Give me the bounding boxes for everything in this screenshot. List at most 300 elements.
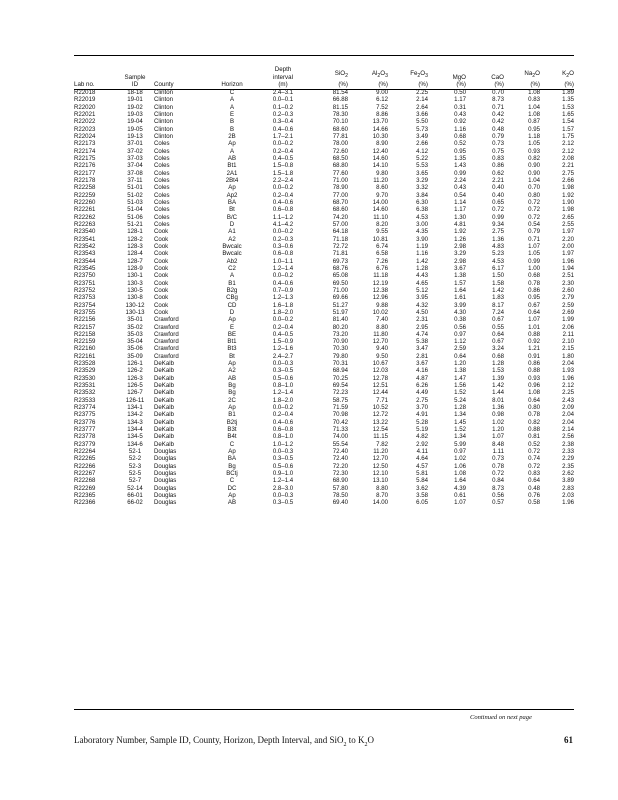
cell-al2o3: 9.80 (376, 169, 388, 177)
cell-fe2o3: 2.25 (416, 89, 428, 96)
cell-k2o: 1.97 (562, 228, 574, 236)
cell-sample-id: 130-13 (125, 308, 145, 316)
cell-depth: 0.6–0.8 (272, 426, 294, 434)
cell-mgo: 1.16 (454, 125, 466, 133)
cell-fe2o3: 5.81 (416, 470, 428, 478)
cell-mgo: 1.12 (454, 338, 466, 346)
cell-horizon: CBg (226, 294, 238, 302)
cell-sio2: 68.60 (332, 206, 348, 214)
table-row (74, 455, 574, 462)
cell-na2o: 0.78 (528, 279, 540, 287)
cell-lab-no: R23541 (74, 235, 96, 243)
cell-mgo: 1.20 (454, 360, 466, 368)
cell-sio2: 68.60 (332, 125, 348, 133)
cell-sio2: 77.00 (332, 191, 348, 199)
cell-mgo: 0.64 (454, 352, 466, 360)
cell-k2o: 1.92 (562, 191, 574, 199)
header-k2o-unit: (%) (564, 80, 574, 88)
cell-horizon: A2 (228, 235, 236, 243)
table-row (74, 338, 574, 345)
cell-sio2: 55.54 (332, 440, 348, 448)
cell-al2o3: 6.12 (376, 96, 388, 104)
cell-mgo: 3.29 (454, 250, 466, 258)
cell-sample-id: 51-02 (127, 191, 143, 199)
cell-mgo: 1.47 (454, 374, 466, 382)
cell-horizon: 2C (228, 396, 236, 404)
cell-county: Douglas (154, 484, 177, 492)
table-row (74, 155, 574, 162)
cell-lab-no: R23755 (74, 308, 96, 316)
cell-lab-no: R22176 (74, 162, 96, 170)
cell-depth: 0.5–0.6 (272, 462, 294, 470)
cell-depth: 1.5–0.9 (272, 338, 294, 346)
cell-horizon: Ap (228, 184, 236, 192)
cell-mgo: 1.57 (454, 279, 466, 287)
cell-sample-id: 37-03 (127, 154, 143, 162)
table-row (74, 236, 574, 243)
cell-k2o: 1.89 (562, 89, 574, 96)
cell-horizon: C (229, 89, 235, 96)
cell-lab-no: R23529 (74, 367, 96, 375)
table-row (74, 111, 574, 118)
cell-depth: 0.2–0.4 (272, 323, 294, 331)
cell-horizon: BA (227, 198, 237, 206)
cell-depth: 0.4–0.5 (272, 330, 294, 338)
page-number: 61 (564, 735, 573, 745)
cell-k2o: 2.00 (562, 242, 574, 250)
cell-cao: 5.23 (492, 250, 504, 258)
cell-county: Crawford (154, 338, 179, 346)
header-mgo (428, 57, 466, 89)
cell-horizon: Bg (228, 462, 236, 470)
cell-sample-id: 19-03 (127, 110, 143, 118)
cell-horizon: Bt1 (227, 338, 237, 346)
cell-lab-no: R22174 (74, 147, 96, 155)
cell-cao: 0.48 (492, 125, 504, 133)
data-table (74, 57, 574, 507)
cell-sio2: 81.15 (332, 103, 348, 111)
cell-sample-id: 128-2 (127, 235, 143, 243)
cell-na2o: 0.52 (528, 440, 540, 448)
cell-depth: 0.1–0.2 (272, 103, 294, 111)
cell-sio2: 70.25 (332, 374, 348, 382)
cell-k2o: 2.06 (562, 323, 574, 331)
cell-sample-id: 66-01 (127, 492, 143, 500)
cell-na2o: 0.88 (528, 367, 540, 375)
cell-k2o: 1.35 (562, 96, 574, 104)
table-row (74, 170, 574, 177)
cell-county: Clinton (154, 125, 173, 133)
table-row (74, 104, 574, 111)
cell-sample-id: 19-13 (127, 132, 143, 140)
cell-al2o3: 14.60 (372, 154, 388, 162)
table-row (74, 353, 574, 360)
cell-sample-id: 35-06 (127, 345, 143, 353)
cell-mgo: 0.31 (454, 103, 466, 111)
cell-al2o3: 14.60 (372, 206, 388, 214)
cell-na2o: 0.90 (528, 169, 540, 177)
cell-lab-no: R23752 (74, 286, 96, 294)
cell-lab-no: R22266 (74, 462, 96, 470)
cell-lab-no: R22019 (74, 96, 96, 104)
cell-mgo: 1.52 (454, 426, 466, 434)
cell-horizon: AB (227, 499, 237, 507)
cell-sio2: 71.81 (332, 250, 348, 258)
cell-cao: 0.55 (492, 323, 504, 331)
cell-lab-no: R22267 (74, 470, 96, 478)
cell-na2o: 1.04 (528, 176, 540, 184)
table-row (74, 184, 574, 191)
cell-na2o: 0.86 (528, 360, 540, 368)
cell-county: DeKalb (154, 360, 174, 368)
cell-lab-no: R22158 (74, 330, 96, 338)
table-row (74, 499, 574, 506)
cell-k2o: 2.10 (562, 338, 574, 346)
cell-k2o: 2.43 (562, 396, 574, 404)
cell-sample-id: 35-03 (127, 330, 143, 338)
cell-fe2o3: 4.91 (416, 411, 428, 419)
cell-fe2o3: 4.49 (416, 389, 428, 397)
cell-cao: 0.42 (492, 110, 504, 118)
cell-horizon: Bt1 (227, 162, 237, 170)
cell-depth: 0.0–0.3 (272, 448, 294, 456)
cell-fe2o3: 5.28 (416, 418, 428, 426)
cell-k2o: 1.98 (562, 206, 574, 214)
cell-na2o: 0.58 (528, 499, 540, 507)
cell-sample-id: 134-1 (127, 404, 143, 412)
cell-lab-no: R22161 (74, 352, 96, 360)
caption-text-mid: to K (348, 735, 365, 745)
cell-sio2: 69.66 (332, 294, 348, 302)
cell-mgo: 1.45 (454, 418, 466, 426)
cell-lab-no: R22159 (74, 338, 96, 346)
cell-horizon: B1 (228, 411, 236, 419)
cell-depth: 0.7–0.9 (272, 286, 294, 294)
cell-k2o: 2.12 (562, 140, 574, 148)
cell-na2o: 0.67 (528, 301, 540, 309)
cell-cao: 0.40 (492, 191, 504, 199)
cell-cao: 8.73 (492, 96, 504, 104)
cell-sample-id: 128-1 (127, 228, 143, 236)
cell-na2o: 0.72 (528, 213, 540, 221)
cell-county: Clinton (154, 96, 173, 104)
cell-sio2: 72.40 (332, 455, 348, 463)
cell-al2o3: 8.80 (376, 484, 388, 492)
cell-k2o: 2.62 (562, 470, 574, 478)
cell-k2o: 2.29 (562, 455, 574, 463)
cell-cao: 0.73 (492, 140, 504, 148)
header-depth (260, 57, 306, 89)
cell-na2o: 0.68 (528, 272, 540, 280)
cell-mgo: 1.35 (454, 154, 466, 162)
cell-sample-id: 51-03 (127, 198, 143, 206)
cell-depth: 1.0–1.2 (272, 440, 294, 448)
cell-cao: 1.11 (492, 448, 504, 456)
cell-county: Coles (154, 213, 170, 221)
cell-na2o: 0.92 (528, 338, 540, 346)
cell-al2o3: 12.19 (372, 279, 388, 287)
cell-depth: 0.4–0.6 (272, 198, 294, 206)
cell-horizon: B (229, 118, 235, 126)
cell-county: Cook (154, 228, 169, 236)
cell-sio2: 81.40 (332, 316, 348, 324)
cell-na2o: 0.82 (528, 418, 540, 426)
cell-cao: 1.83 (492, 294, 504, 302)
cell-horizon: Ap (228, 316, 236, 324)
header-fe2o3-a: Fe (410, 70, 418, 78)
cell-mgo: 1.30 (454, 213, 466, 221)
cell-k2o: 2.03 (562, 492, 574, 500)
cell-horizon: Bt3 (227, 345, 237, 353)
header-cao (466, 57, 504, 89)
cell-k2o: 2.20 (562, 235, 574, 243)
cell-mgo: 1.34 (454, 433, 466, 441)
cell-sample-id: 52-7 (128, 477, 142, 485)
cell-k2o: 2.69 (562, 308, 574, 316)
cell-al2o3: 9.55 (376, 228, 388, 236)
cell-cao: 7.24 (492, 308, 504, 316)
cell-fe2o3: 3.84 (416, 191, 428, 199)
cell-mgo: 0.61 (454, 492, 466, 500)
cell-sample-id: 35-02 (127, 323, 143, 331)
cell-k2o: 2.30 (562, 279, 574, 287)
cell-fe2o3: 6.26 (416, 382, 428, 390)
cell-sample-id: 37-08 (127, 169, 143, 177)
cell-lab-no: R23542 (74, 242, 96, 250)
cell-sio2: 81.54 (332, 89, 348, 96)
cell-horizon: BE (227, 330, 237, 338)
cell-mgo: 2.98 (454, 242, 466, 250)
cell-fe2o3: 5.84 (416, 477, 428, 485)
cell-horizon: B/C (226, 213, 238, 221)
cell-depth: 2.4–3.1 (272, 89, 294, 96)
cell-al2o3: 9.40 (376, 345, 388, 353)
cell-al2o3: 14.00 (372, 198, 388, 206)
header-k2o-b: O (569, 70, 574, 78)
cell-depth: 0.4–0.6 (272, 125, 294, 133)
cell-lab-no: R22177 (74, 169, 96, 177)
cell-county: Cook (154, 235, 169, 243)
cell-horizon: B2g (226, 286, 238, 294)
cell-county: Cook (154, 272, 169, 280)
table-row (74, 389, 574, 396)
cell-county: Coles (154, 162, 170, 170)
cell-horizon: 2Bt4 (225, 176, 239, 184)
cell-sio2: 72.40 (332, 448, 348, 456)
cell-al2o3: 6.74 (376, 242, 388, 250)
cell-lab-no: R22260 (74, 198, 96, 206)
cell-horizon: BCtj (226, 470, 238, 478)
table-body (74, 89, 574, 507)
table-row (74, 272, 574, 279)
table-row (74, 177, 574, 184)
cell-county: Coles (154, 140, 170, 148)
cell-na2o: 1.18 (528, 132, 540, 140)
cell-horizon: CD (227, 301, 237, 309)
cell-horizon: B2tj (226, 418, 238, 426)
cell-sample-id: 19-04 (127, 118, 143, 126)
cell-sample-id: 134-6 (127, 440, 143, 448)
cell-lab-no: R22259 (74, 191, 96, 199)
cell-horizon: Ap2 (226, 191, 238, 199)
cell-k2o: 1.80 (562, 352, 574, 360)
cell-sample-id: 126-7 (127, 389, 143, 397)
cell-al2o3: 14.00 (372, 499, 388, 507)
cell-sample-id: 126-2 (127, 367, 143, 375)
cell-depth: 0.2–0.4 (272, 147, 294, 155)
cell-na2o: 0.86 (528, 286, 540, 294)
cell-sio2: 72.60 (332, 147, 348, 155)
cell-sample-id: 52-3 (128, 462, 142, 470)
cell-mgo: 0.92 (454, 118, 466, 126)
cell-fe2o3: 1.42 (416, 257, 428, 265)
cell-al2o3: 10.52 (372, 404, 388, 412)
cell-depth: 0.0–0.2 (272, 272, 294, 280)
cell-fe2o3: 4.64 (416, 455, 428, 463)
cell-k2o: 1.57 (562, 125, 574, 133)
cell-sio2: 57.00 (332, 220, 348, 228)
cell-al2o3: 12.03 (372, 367, 388, 375)
header-mgo-formula: MgO (452, 73, 466, 81)
cell-al2o3: 8.70 (376, 492, 388, 500)
header-al2o3-b: O (380, 70, 386, 78)
cell-sio2: 68.80 (332, 162, 348, 170)
table-row (74, 404, 574, 411)
cell-sample-id: 126-11 (125, 396, 145, 404)
cell-sample-id: 18-18 (127, 89, 143, 96)
cell-k2o: 1.96 (562, 374, 574, 382)
cell-sample-id: 130-1 (127, 272, 143, 280)
cell-county: Coles (154, 176, 170, 184)
header-lab-no (74, 57, 116, 89)
cell-na2o: 0.88 (528, 426, 540, 434)
cell-county: DeKalb (154, 440, 174, 448)
cell-horizon: AB (227, 374, 237, 382)
cell-depth: 1.6–1.8 (272, 301, 294, 309)
cell-mgo: 1.06 (454, 462, 466, 470)
cell-k2o: 2.33 (562, 448, 574, 456)
cell-sio2: 64.18 (332, 228, 348, 236)
cell-sio2: 70.42 (332, 418, 348, 426)
table-row (74, 367, 574, 374)
cell-sample-id: 52-5 (128, 470, 142, 478)
cell-fe2o3: 4.12 (416, 147, 428, 155)
cell-lab-no: R22178 (74, 176, 96, 184)
cell-fe2o3: 3.49 (416, 132, 428, 140)
header-sample-id-line2: ID (131, 80, 139, 88)
cell-depth: 0.2–0.4 (272, 191, 294, 199)
cell-mgo: 1.38 (454, 367, 466, 375)
cell-mgo: 0.97 (454, 330, 466, 338)
cell-horizon: D (229, 220, 235, 228)
table-row (74, 206, 574, 213)
cell-county: Douglas (154, 492, 177, 500)
cell-sio2: 70.90 (332, 338, 348, 346)
cell-fe2o3: 3.70 (416, 404, 428, 412)
header-fe2o3-sub1: 2 (417, 73, 421, 80)
cell-na2o: 0.79 (528, 228, 540, 236)
cell-lab-no: R22264 (74, 448, 96, 456)
cell-fe2o3: 3.00 (416, 220, 428, 228)
cell-k2o: 2.04 (562, 411, 574, 419)
cell-mgo: 3.67 (454, 264, 466, 272)
cell-sample-id: 35-01 (127, 316, 143, 324)
cell-horizon: C (229, 477, 235, 485)
header-al2o3-sub2: 3 (385, 73, 388, 80)
cell-sample-id: 37-01 (127, 140, 143, 148)
cell-horizon: B1 (228, 279, 236, 287)
cell-lab-no: R23531 (74, 382, 96, 390)
cell-horizon: C2 (228, 264, 236, 272)
cell-al2o3: 12.38 (372, 286, 388, 294)
cell-al2o3: 7.82 (376, 440, 388, 448)
cell-sample-id: 66-02 (127, 499, 143, 507)
cell-lab-no: R23778 (74, 433, 96, 441)
table-row (74, 221, 574, 228)
cell-cao: 0.68 (492, 352, 504, 360)
cell-al2o3: 12.51 (372, 382, 388, 390)
cell-horizon: A1 (228, 228, 236, 236)
cell-sio2: 51.97 (332, 308, 348, 316)
cell-cao: 1.20 (492, 426, 504, 434)
cell-lab-no: R23776 (74, 418, 96, 426)
table-row (74, 397, 574, 404)
table-row (74, 287, 574, 294)
cell-sio2: 77.60 (332, 169, 348, 177)
cell-na2o: 0.87 (528, 118, 540, 126)
cell-sio2: 78.00 (332, 140, 348, 148)
table-row (74, 324, 574, 331)
cell-horizon: Bg (228, 389, 236, 397)
cell-fe2o3: 3.47 (416, 345, 428, 353)
cell-na2o: 1.08 (528, 110, 540, 118)
cell-horizon: B (229, 125, 235, 133)
cell-sio2: 70.31 (332, 360, 348, 368)
cell-cao: 0.62 (492, 169, 504, 177)
cell-mgo: 0.52 (454, 140, 466, 148)
cell-fe2o3: 4.50 (416, 308, 428, 316)
cell-lab-no: R22156 (74, 316, 96, 324)
cell-al2o3: 9.50 (376, 352, 388, 360)
cell-depth: 1.1–1.2 (272, 213, 294, 221)
cell-fe2o3: 4.57 (416, 462, 428, 470)
cell-sio2: 72.30 (332, 470, 348, 478)
cell-mgo: 1.26 (454, 235, 466, 243)
cell-k2o: 1.54 (562, 118, 574, 126)
cell-depth: 4.1–4.2 (272, 220, 294, 228)
cell-sio2: 69.54 (332, 382, 348, 390)
cell-k2o: 1.97 (562, 250, 574, 258)
cell-mgo: 1.64 (454, 286, 466, 294)
cell-lab-no: R22263 (74, 220, 96, 228)
cell-depth: 0.4–0.6 (272, 418, 294, 426)
cell-al2o3: 9.70 (376, 191, 388, 199)
cell-cao: 0.86 (492, 162, 504, 170)
cell-mgo: 4.39 (454, 484, 466, 492)
caption-sub-2: 2 (364, 741, 368, 748)
table-row (74, 258, 574, 265)
cell-sample-id: 37-02 (127, 147, 143, 155)
cell-cao: 1.07 (492, 433, 504, 441)
cell-horizon: A (229, 96, 235, 104)
header-depth-line2: interval (273, 73, 293, 81)
cell-county: DeKalb (154, 396, 174, 404)
cell-depth: 1.2–1.4 (272, 389, 294, 397)
cell-k2o: 3.89 (562, 477, 574, 485)
cell-cao: 1.36 (492, 404, 504, 412)
cell-depth: 2.4–2.7 (272, 352, 294, 360)
cell-k2o: 1.96 (562, 499, 574, 507)
